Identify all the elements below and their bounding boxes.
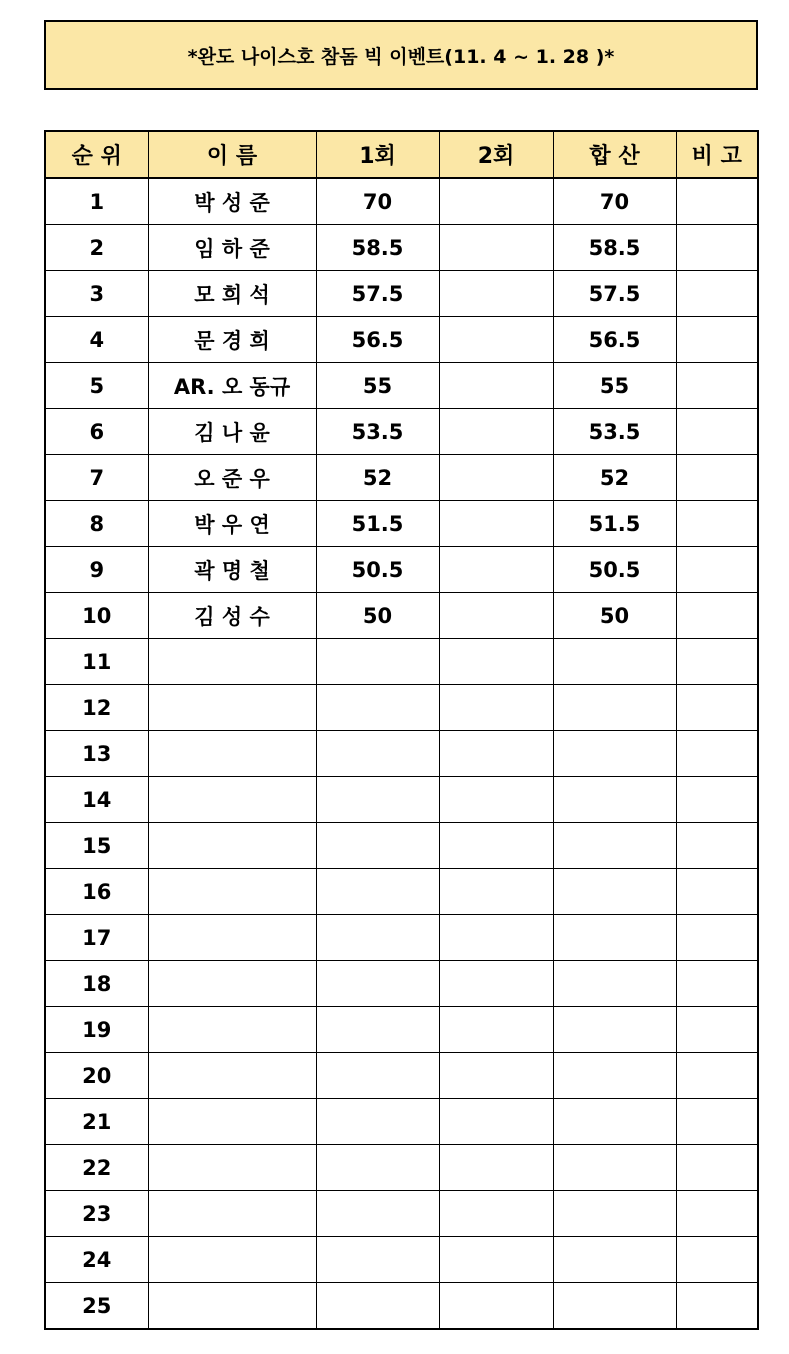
cell-name bbox=[148, 639, 316, 685]
cell-rank: 23 bbox=[45, 1191, 148, 1237]
cell-note bbox=[676, 593, 758, 639]
cell-rank: 18 bbox=[45, 961, 148, 1007]
cell-total: 50 bbox=[553, 593, 676, 639]
cell-note bbox=[676, 1191, 758, 1237]
table-row bbox=[45, 639, 758, 685]
cell-note bbox=[676, 1237, 758, 1283]
cell-name: 모 희 석 bbox=[148, 271, 316, 317]
table-row bbox=[45, 1145, 758, 1191]
header-note: 비 고 bbox=[676, 131, 758, 178]
cell-round2 bbox=[439, 317, 553, 363]
table-row bbox=[45, 455, 758, 501]
cell-name bbox=[148, 1007, 316, 1053]
cell-name bbox=[148, 869, 316, 915]
cell-round2 bbox=[439, 1191, 553, 1237]
cell-round1 bbox=[316, 639, 439, 685]
cell-round1: 50 bbox=[316, 593, 439, 639]
cell-name bbox=[148, 685, 316, 731]
cell-name: 임 하 준 bbox=[148, 225, 316, 271]
cell-total: 57.5 bbox=[553, 271, 676, 317]
table-row bbox=[45, 1053, 758, 1099]
cell-rank: 6 bbox=[45, 409, 148, 455]
cell-round2 bbox=[439, 685, 553, 731]
cell-round2 bbox=[439, 178, 553, 225]
cell-name: 오 준 우 bbox=[148, 455, 316, 501]
table-row bbox=[45, 225, 758, 271]
cell-total bbox=[553, 1007, 676, 1053]
cell-note bbox=[676, 547, 758, 593]
cell-total bbox=[553, 1053, 676, 1099]
cell-name bbox=[148, 731, 316, 777]
cell-rank: 25 bbox=[45, 1283, 148, 1330]
cell-rank: 5 bbox=[45, 363, 148, 409]
cell-note bbox=[676, 501, 758, 547]
cell-note bbox=[676, 225, 758, 271]
cell-name: AR. 오 동규 bbox=[148, 363, 316, 409]
cell-note bbox=[676, 271, 758, 317]
cell-round1 bbox=[316, 1283, 439, 1330]
cell-name: 문 경 희 bbox=[148, 317, 316, 363]
cell-total bbox=[553, 961, 676, 1007]
table-row bbox=[45, 685, 758, 731]
cell-round1: 53.5 bbox=[316, 409, 439, 455]
cell-total: 52 bbox=[553, 455, 676, 501]
cell-total bbox=[553, 685, 676, 731]
cell-rank: 7 bbox=[45, 455, 148, 501]
cell-round1 bbox=[316, 1191, 439, 1237]
table-row bbox=[45, 409, 758, 455]
header-rank: 순 위 bbox=[45, 131, 148, 178]
cell-rank: 10 bbox=[45, 593, 148, 639]
cell-note bbox=[676, 639, 758, 685]
cell-name bbox=[148, 1191, 316, 1237]
cell-round2 bbox=[439, 961, 553, 1007]
cell-total: 53.5 bbox=[553, 409, 676, 455]
cell-round2 bbox=[439, 225, 553, 271]
cell-name: 김 성 수 bbox=[148, 593, 316, 639]
cell-rank: 20 bbox=[45, 1053, 148, 1099]
cell-note bbox=[676, 1283, 758, 1330]
cell-name: 박 우 연 bbox=[148, 501, 316, 547]
table-row bbox=[45, 915, 758, 961]
cell-rank: 4 bbox=[45, 317, 148, 363]
cell-round1 bbox=[316, 961, 439, 1007]
cell-name bbox=[148, 915, 316, 961]
cell-round2 bbox=[439, 915, 553, 961]
table-body bbox=[45, 178, 758, 1329]
cell-note bbox=[676, 685, 758, 731]
cell-name: 곽 명 철 bbox=[148, 547, 316, 593]
cell-note bbox=[676, 409, 758, 455]
cell-round1: 52 bbox=[316, 455, 439, 501]
cell-name bbox=[148, 1053, 316, 1099]
cell-round2 bbox=[439, 501, 553, 547]
cell-note bbox=[676, 1007, 758, 1053]
cell-rank: 16 bbox=[45, 869, 148, 915]
table-row bbox=[45, 823, 758, 869]
cell-round1: 55 bbox=[316, 363, 439, 409]
cell-round1 bbox=[316, 1053, 439, 1099]
cell-name bbox=[148, 1283, 316, 1330]
cell-round2 bbox=[439, 271, 553, 317]
table-row bbox=[45, 547, 758, 593]
cell-total bbox=[553, 915, 676, 961]
cell-round1 bbox=[316, 777, 439, 823]
cell-total bbox=[553, 731, 676, 777]
cell-total: 58.5 bbox=[553, 225, 676, 271]
cell-total: 51.5 bbox=[553, 501, 676, 547]
cell-round1 bbox=[316, 1099, 439, 1145]
cell-total: 55 bbox=[553, 363, 676, 409]
cell-total bbox=[553, 1237, 676, 1283]
cell-name bbox=[148, 1237, 316, 1283]
title-banner bbox=[44, 20, 758, 90]
cell-note bbox=[676, 363, 758, 409]
table-row bbox=[45, 1237, 758, 1283]
cell-total bbox=[553, 639, 676, 685]
cell-round2 bbox=[439, 731, 553, 777]
cell-round2 bbox=[439, 1283, 553, 1330]
cell-total bbox=[553, 869, 676, 915]
cell-total bbox=[553, 1191, 676, 1237]
cell-name: 김 나 윤 bbox=[148, 409, 316, 455]
cell-rank: 8 bbox=[45, 501, 148, 547]
table-row bbox=[45, 271, 758, 317]
cell-total bbox=[553, 777, 676, 823]
cell-round2 bbox=[439, 1099, 553, 1145]
cell-rank: 9 bbox=[45, 547, 148, 593]
cell-round2 bbox=[439, 639, 553, 685]
cell-note bbox=[676, 1145, 758, 1191]
cell-round1: 58.5 bbox=[316, 225, 439, 271]
header-name: 이 름 bbox=[148, 131, 316, 178]
cell-round1 bbox=[316, 1007, 439, 1053]
cell-rank: 2 bbox=[45, 225, 148, 271]
table-row bbox=[45, 178, 758, 225]
cell-rank: 15 bbox=[45, 823, 148, 869]
table-row bbox=[45, 1007, 758, 1053]
cell-round2 bbox=[439, 1145, 553, 1191]
cell-note bbox=[676, 731, 758, 777]
cell-round2 bbox=[439, 1053, 553, 1099]
table-row bbox=[45, 731, 758, 777]
table-row bbox=[45, 869, 758, 915]
cell-total: 50.5 bbox=[553, 547, 676, 593]
table-row bbox=[45, 777, 758, 823]
cell-rank: 24 bbox=[45, 1237, 148, 1283]
cell-rank: 12 bbox=[45, 685, 148, 731]
cell-rank: 14 bbox=[45, 777, 148, 823]
cell-round2 bbox=[439, 455, 553, 501]
cell-note bbox=[676, 317, 758, 363]
cell-round2 bbox=[439, 363, 553, 409]
cell-name bbox=[148, 961, 316, 1007]
cell-round1: 51.5 bbox=[316, 501, 439, 547]
cell-rank: 22 bbox=[45, 1145, 148, 1191]
cell-round1 bbox=[316, 685, 439, 731]
cell-note bbox=[676, 961, 758, 1007]
cell-round2 bbox=[439, 409, 553, 455]
table-row bbox=[45, 1099, 758, 1145]
cell-rank: 13 bbox=[45, 731, 148, 777]
cell-note bbox=[676, 915, 758, 961]
cell-round1 bbox=[316, 731, 439, 777]
cell-round2 bbox=[439, 823, 553, 869]
cell-round2 bbox=[439, 869, 553, 915]
cell-rank: 19 bbox=[45, 1007, 148, 1053]
cell-rank: 1 bbox=[45, 178, 148, 225]
cell-total bbox=[553, 1099, 676, 1145]
table-row bbox=[45, 363, 758, 409]
cell-round1 bbox=[316, 869, 439, 915]
cell-round1: 70 bbox=[316, 178, 439, 225]
cell-rank: 11 bbox=[45, 639, 148, 685]
cell-name bbox=[148, 1099, 316, 1145]
cell-total: 56.5 bbox=[553, 317, 676, 363]
header-row bbox=[45, 131, 758, 178]
ranking-table bbox=[44, 130, 759, 1330]
cell-note bbox=[676, 869, 758, 915]
cell-round2 bbox=[439, 777, 553, 823]
cell-round2 bbox=[439, 1237, 553, 1283]
cell-round1: 57.5 bbox=[316, 271, 439, 317]
cell-name bbox=[148, 823, 316, 869]
cell-rank: 17 bbox=[45, 915, 148, 961]
cell-round1 bbox=[316, 823, 439, 869]
cell-note bbox=[676, 178, 758, 225]
cell-round1 bbox=[316, 1237, 439, 1283]
cell-total: 70 bbox=[553, 178, 676, 225]
table-row bbox=[45, 961, 758, 1007]
cell-round1: 50.5 bbox=[316, 547, 439, 593]
table-row bbox=[45, 1283, 758, 1330]
cell-round2 bbox=[439, 547, 553, 593]
cell-total bbox=[553, 823, 676, 869]
cell-note bbox=[676, 1099, 758, 1145]
cell-round1 bbox=[316, 1145, 439, 1191]
table-row bbox=[45, 317, 758, 363]
table-row bbox=[45, 501, 758, 547]
header-round1: 1회 bbox=[316, 131, 439, 178]
header-round2: 2회 bbox=[439, 131, 553, 178]
cell-round1 bbox=[316, 915, 439, 961]
cell-rank: 21 bbox=[45, 1099, 148, 1145]
cell-round1: 56.5 bbox=[316, 317, 439, 363]
cell-total bbox=[553, 1283, 676, 1330]
cell-round2 bbox=[439, 593, 553, 639]
header-total: 합 산 bbox=[553, 131, 676, 178]
cell-total bbox=[553, 1145, 676, 1191]
cell-note bbox=[676, 1053, 758, 1099]
cell-name: 박 성 준 bbox=[148, 178, 316, 225]
table-row bbox=[45, 1191, 758, 1237]
cell-round2 bbox=[439, 1007, 553, 1053]
cell-name bbox=[148, 777, 316, 823]
cell-note bbox=[676, 455, 758, 501]
cell-note bbox=[676, 823, 758, 869]
page-title: *완도 나이스호 참돔 빅 이벤트(11. 4 ~ 1. 28 )* bbox=[187, 45, 615, 68]
cell-note bbox=[676, 777, 758, 823]
cell-rank: 3 bbox=[45, 271, 148, 317]
cell-name bbox=[148, 1145, 316, 1191]
table-row bbox=[45, 593, 758, 639]
